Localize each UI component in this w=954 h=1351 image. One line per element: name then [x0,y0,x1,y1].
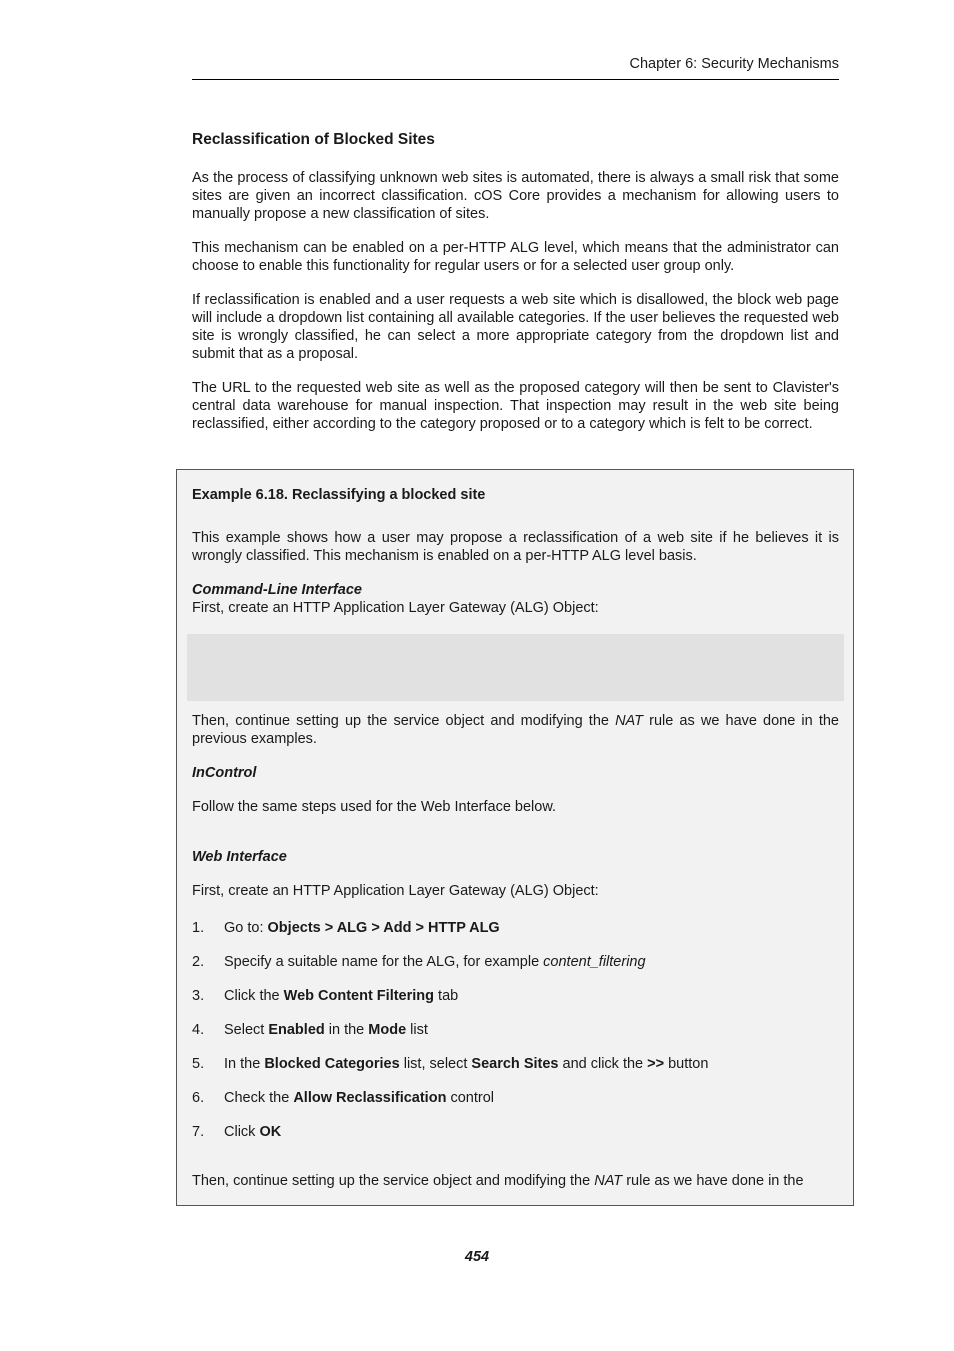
section-body [192,130,839,449]
section-title: Reclassification of Blocked Sites [192,131,435,148]
incontrol-heading: InControl [192,765,257,781]
incontrol-text: Follow the same steps used for the Web Interface below. [192,799,557,815]
example-box [176,469,854,1206]
chapter-title: Chapter 6: Security Mechanisms [629,56,839,72]
page-number: 454 [464,1249,490,1265]
cli-text: First, create an HTTP Application Layer Gateway (ALG) Object: [192,600,599,616]
list-item: 7. Click OK [192,1124,282,1140]
example-title: Example 6.18. Reclassifying a blocked site [192,487,486,503]
paragraph: This mechanism can be enabled on a per-HTTP ALG level, which means that the administrator can choose to enable this functionality for regular users or for a selected user group only. [192,240,839,274]
list-item: 5. In the Blocked Categories list, select Search Sites and click the >> button [192,1056,709,1072]
cli-heading: Command-Line Interface [192,582,362,598]
example-intro: This example shows how a user may propose a reclassification of a web site if he believes it is wrongly classified. This mechanism is enabled on a per-HTTP ALG level basis. [192,530,839,564]
list-item: 2. Specify a suitable name for the ALG, for example content_filtering [192,954,646,970]
list-item: 6. Check the Allow Reclassification control [192,1090,494,1106]
final-paragraph: Then, continue setting up the service object and modifying the NAT rule as we have done in the [192,1173,804,1189]
code-block [187,634,844,701]
list-item: 4. Select Enabled in the Mode list [192,1022,428,1038]
list-item: 1. Go to: Objects > ALG > Add > HTTP ALG [192,920,500,936]
web-heading: Web Interface [192,849,287,865]
cli-after-paragraph: Then, continue setting up the service object and modifying the NAT rule as we have done in the previous examples. [192,713,839,747]
steps-list [192,919,839,1141]
list-item: 3. Click the Web Content Filtering tab [192,988,459,1004]
paragraph: The URL to the requested web site as well as the proposed category will then be sent to Clavister's central data warehouse for manual inspection. That inspection may result in the web site being reclassified, either according to the category proposed or to a category which is felt to be correct. [192,380,839,432]
paragraph: As the process of classifying unknown web sites is automated, there is always a small risk that some sites are given an incorrect classification. cOS Core provides a mechanism for allowing users to manually propose a new classification of sites. [192,170,839,222]
web-text: First, create an HTTP Application Layer Gateway (ALG) Object: [192,883,599,899]
paragraph: If reclassification is enabled and a user requests a web site which is disallowed, the block web page will include a dropdown list containing all available categories. If the user believes the requested web site is wrongly classified, he can select a more appropriate category from the dropdown list and submit that as a proposal. [192,292,839,362]
running-header [192,55,839,80]
